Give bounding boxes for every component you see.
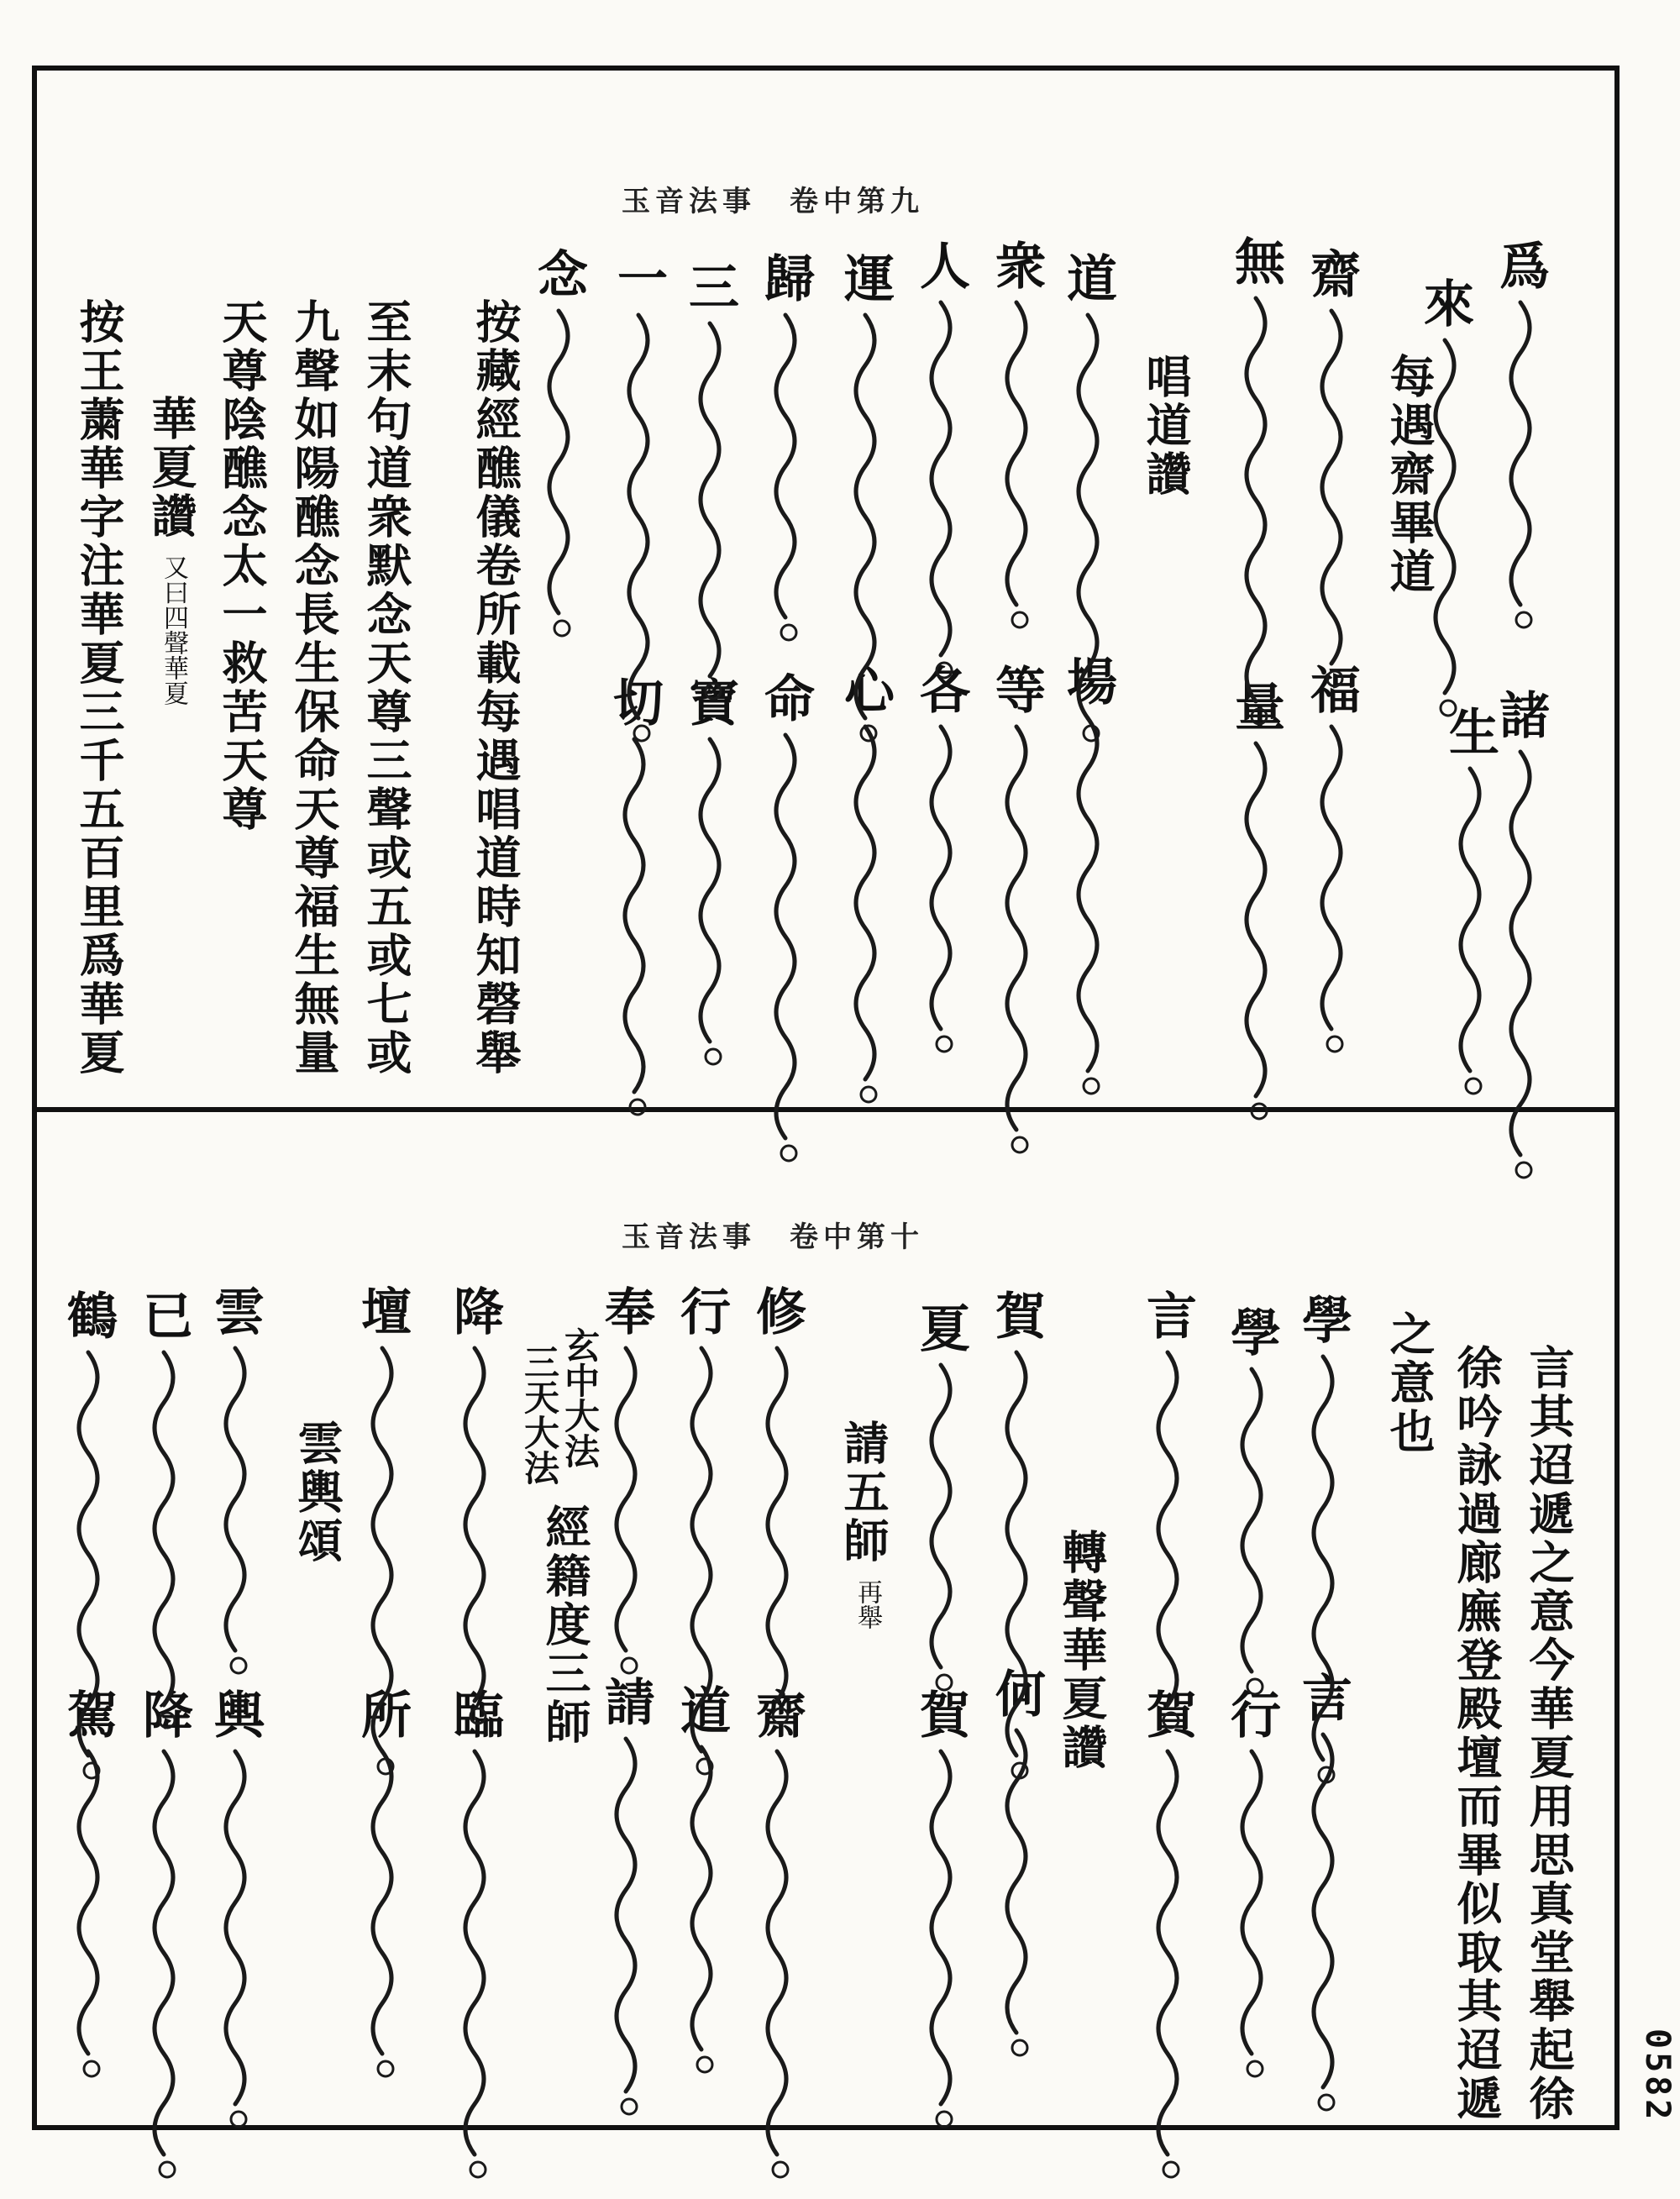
chant-char: 請 [596,1676,655,1726]
bottom-chant-14 [59,1289,118,1340]
bottom-col-6: 玄中大法 [559,1327,601,1468]
chant-char: 輿 [206,1688,265,1739]
chant-char: 各 [911,664,970,714]
bottom-chant-18 [987,1667,1046,1718]
bottom-chant-3 [1138,1289,1197,1340]
bottom-col-9: 雲輿頌 [291,1420,344,1566]
chant-char: 言 [1294,1672,1352,1722]
top-chant-22 [680,676,739,727]
chant-char: 賀 [911,1688,970,1739]
top-col-3: 按藏經醮儀卷所載每遇唱道時知磬舉 [469,298,522,1078]
bottom-chant-16 [1294,1672,1352,1722]
chant-char: 命 [756,672,815,722]
bottom-chant-24 [353,1688,412,1739]
top-col-8: 按王䔥華字注華夏三千五百里爲華夏 [72,298,126,1078]
chant-char: 雲 [206,1285,265,1336]
chant-char: 人 [911,239,970,290]
bottom-chant-2 [1222,1306,1281,1357]
end-circle-mark [160,2162,175,2177]
chant-char: 言 [1138,1289,1197,1340]
chant-char: 念 [529,248,588,298]
top-chant-15 [609,252,668,302]
chant-char: 諸 [1491,689,1550,739]
chant-char: 鶴 [59,1289,118,1340]
chant-char: 道 [672,1684,731,1735]
chant-char: 學 [1222,1306,1281,1357]
chant-char: 一 [609,252,668,302]
chant-char: 等 [987,664,1046,714]
top-col-1: 每遇齋畢道 [1383,353,1436,596]
chant-char: 齋 [748,1688,806,1739]
chant-char: 齋 [1302,248,1361,298]
top-chant-21 [756,672,815,722]
chant-char: 寶 [680,676,739,727]
chant-char: 壇 [353,1285,412,1336]
top-col-6: 天尊陰醮念太一救苦天尊 [215,298,269,834]
chant-char: 修 [748,1285,806,1336]
bottom-col-2: 徐吟詠過廊廡登殿壇而畢似取其迢遞 [1450,1344,1504,2123]
top-chant-9 [1058,252,1117,302]
bottom-chant-15 [1222,1688,1281,1739]
top-chant-4 [1441,706,1499,756]
bottom-chant-8 [596,1285,655,1336]
chant-char: 福 [1302,664,1361,714]
bottom-col-4: 轉聲華夏讚 [1055,1529,1109,1772]
chant-char: 已 [134,1289,193,1340]
chant-char: 賀 [987,1289,1046,1340]
chant-char: 臨 [445,1688,504,1739]
top-chant-10 [987,239,1046,290]
top-chant-17 [1058,655,1117,706]
top-col-2: 唱道讚 [1139,353,1193,499]
bottom-chant-21 [672,1684,731,1735]
top-chant-18 [987,664,1046,714]
chant-char: 場 [1058,655,1117,706]
top-chant-13 [756,252,815,302]
bottom-chant-22 [596,1676,655,1726]
bottom-chant-6 [748,1285,806,1336]
page-number: 0582 [1638,2028,1677,2123]
top-chant-12 [836,252,895,302]
chant-char: 賀 [1138,1688,1197,1739]
top-chant-14 [680,260,739,311]
chant-char: 行 [1222,1688,1281,1739]
chant-char: 何 [987,1667,1046,1718]
top-chant-6 [1226,235,1285,286]
chant-char: 衆 [987,239,1046,290]
chant-char: 運 [836,252,895,302]
bottom-chant-23 [445,1688,504,1739]
bottom-chant-13 [134,1289,193,1340]
chant-char: 所 [353,1688,412,1739]
bottom-col-7: 三天大法 [519,1344,560,1485]
bottom-col-5: 請五師 [837,1420,890,1566]
bottom-chant-5 [911,1302,970,1352]
chant-char: 歸 [756,252,815,302]
bottom-chant-27 [59,1688,118,1739]
bottom-col-5-note: 再舉 [853,1579,882,1630]
bottom-chant-1 [1294,1294,1352,1344]
chant-char: 夏 [911,1302,970,1352]
chant-char: 奉 [596,1285,655,1336]
bottom-col-1: 言其迢遞之意今華夏用思真堂舉起徐 [1522,1344,1576,2123]
top-chant-8 [1226,680,1285,731]
top-chant-23 [605,676,664,727]
top-col-5: 九聲如陽醮念長生保命天尊福生無量 [287,298,341,1078]
top-chant-3 [1491,689,1550,739]
bottom-chant-19 [911,1688,970,1739]
bottom-chant-12 [206,1285,265,1336]
top-chant-5 [1302,248,1361,298]
bottom-chant-4 [987,1289,1046,1340]
chant-char: 降 [445,1285,504,1336]
end-circle-mark [773,2162,788,2177]
bottom-chant-11 [353,1285,412,1336]
chant-char: 來 [1415,277,1474,328]
top-chant-1 [1491,239,1550,290]
bottom-col-8: 經籍度三師 [538,1504,592,1747]
end-circle-mark [470,2162,486,2177]
chant-char: 切 [605,676,664,727]
chant-char: 三 [680,260,739,311]
panel-divider [32,1107,1620,1112]
bottom-chant-17 [1138,1688,1197,1739]
chant-char: 降 [134,1688,193,1739]
chant-char: 學 [1294,1294,1352,1344]
chant-char: 行 [672,1285,731,1336]
top-header: 玉音法事 卷中第九 [622,185,924,218]
top-chant-11 [911,239,970,290]
bottom-chant-10 [445,1285,504,1336]
bottom-chant-26 [134,1688,193,1739]
chant-char: 駕 [59,1688,118,1739]
top-chant-16 [529,248,588,298]
bottom-header: 玉音法事 卷中第十 [622,1220,924,1254]
end-circle-mark [1163,2162,1179,2177]
top-chant-2 [1415,277,1474,328]
bottom-chant-7 [672,1285,731,1336]
chant-char: 心 [836,664,895,714]
bottom-col-3: 之意也 [1383,1310,1436,1456]
top-chant-20 [836,664,895,714]
bottom-chant-25 [206,1688,265,1739]
top-chant-7 [1302,664,1361,714]
chant-char: 爲 [1491,239,1550,290]
top-col-4: 至末句道衆默念天尊三聲或五或七或 [360,298,413,1078]
bottom-chant-20 [748,1688,806,1739]
top-col-7-note: 又曰四聲華夏 [159,554,188,706]
top-col-7: 華夏讚 [144,395,198,541]
chant-char: 道 [1058,252,1117,302]
chant-char: 生 [1441,706,1499,756]
chant-char: 無 [1226,235,1285,286]
chant-char: 量 [1226,680,1285,731]
top-chant-19 [911,664,970,714]
